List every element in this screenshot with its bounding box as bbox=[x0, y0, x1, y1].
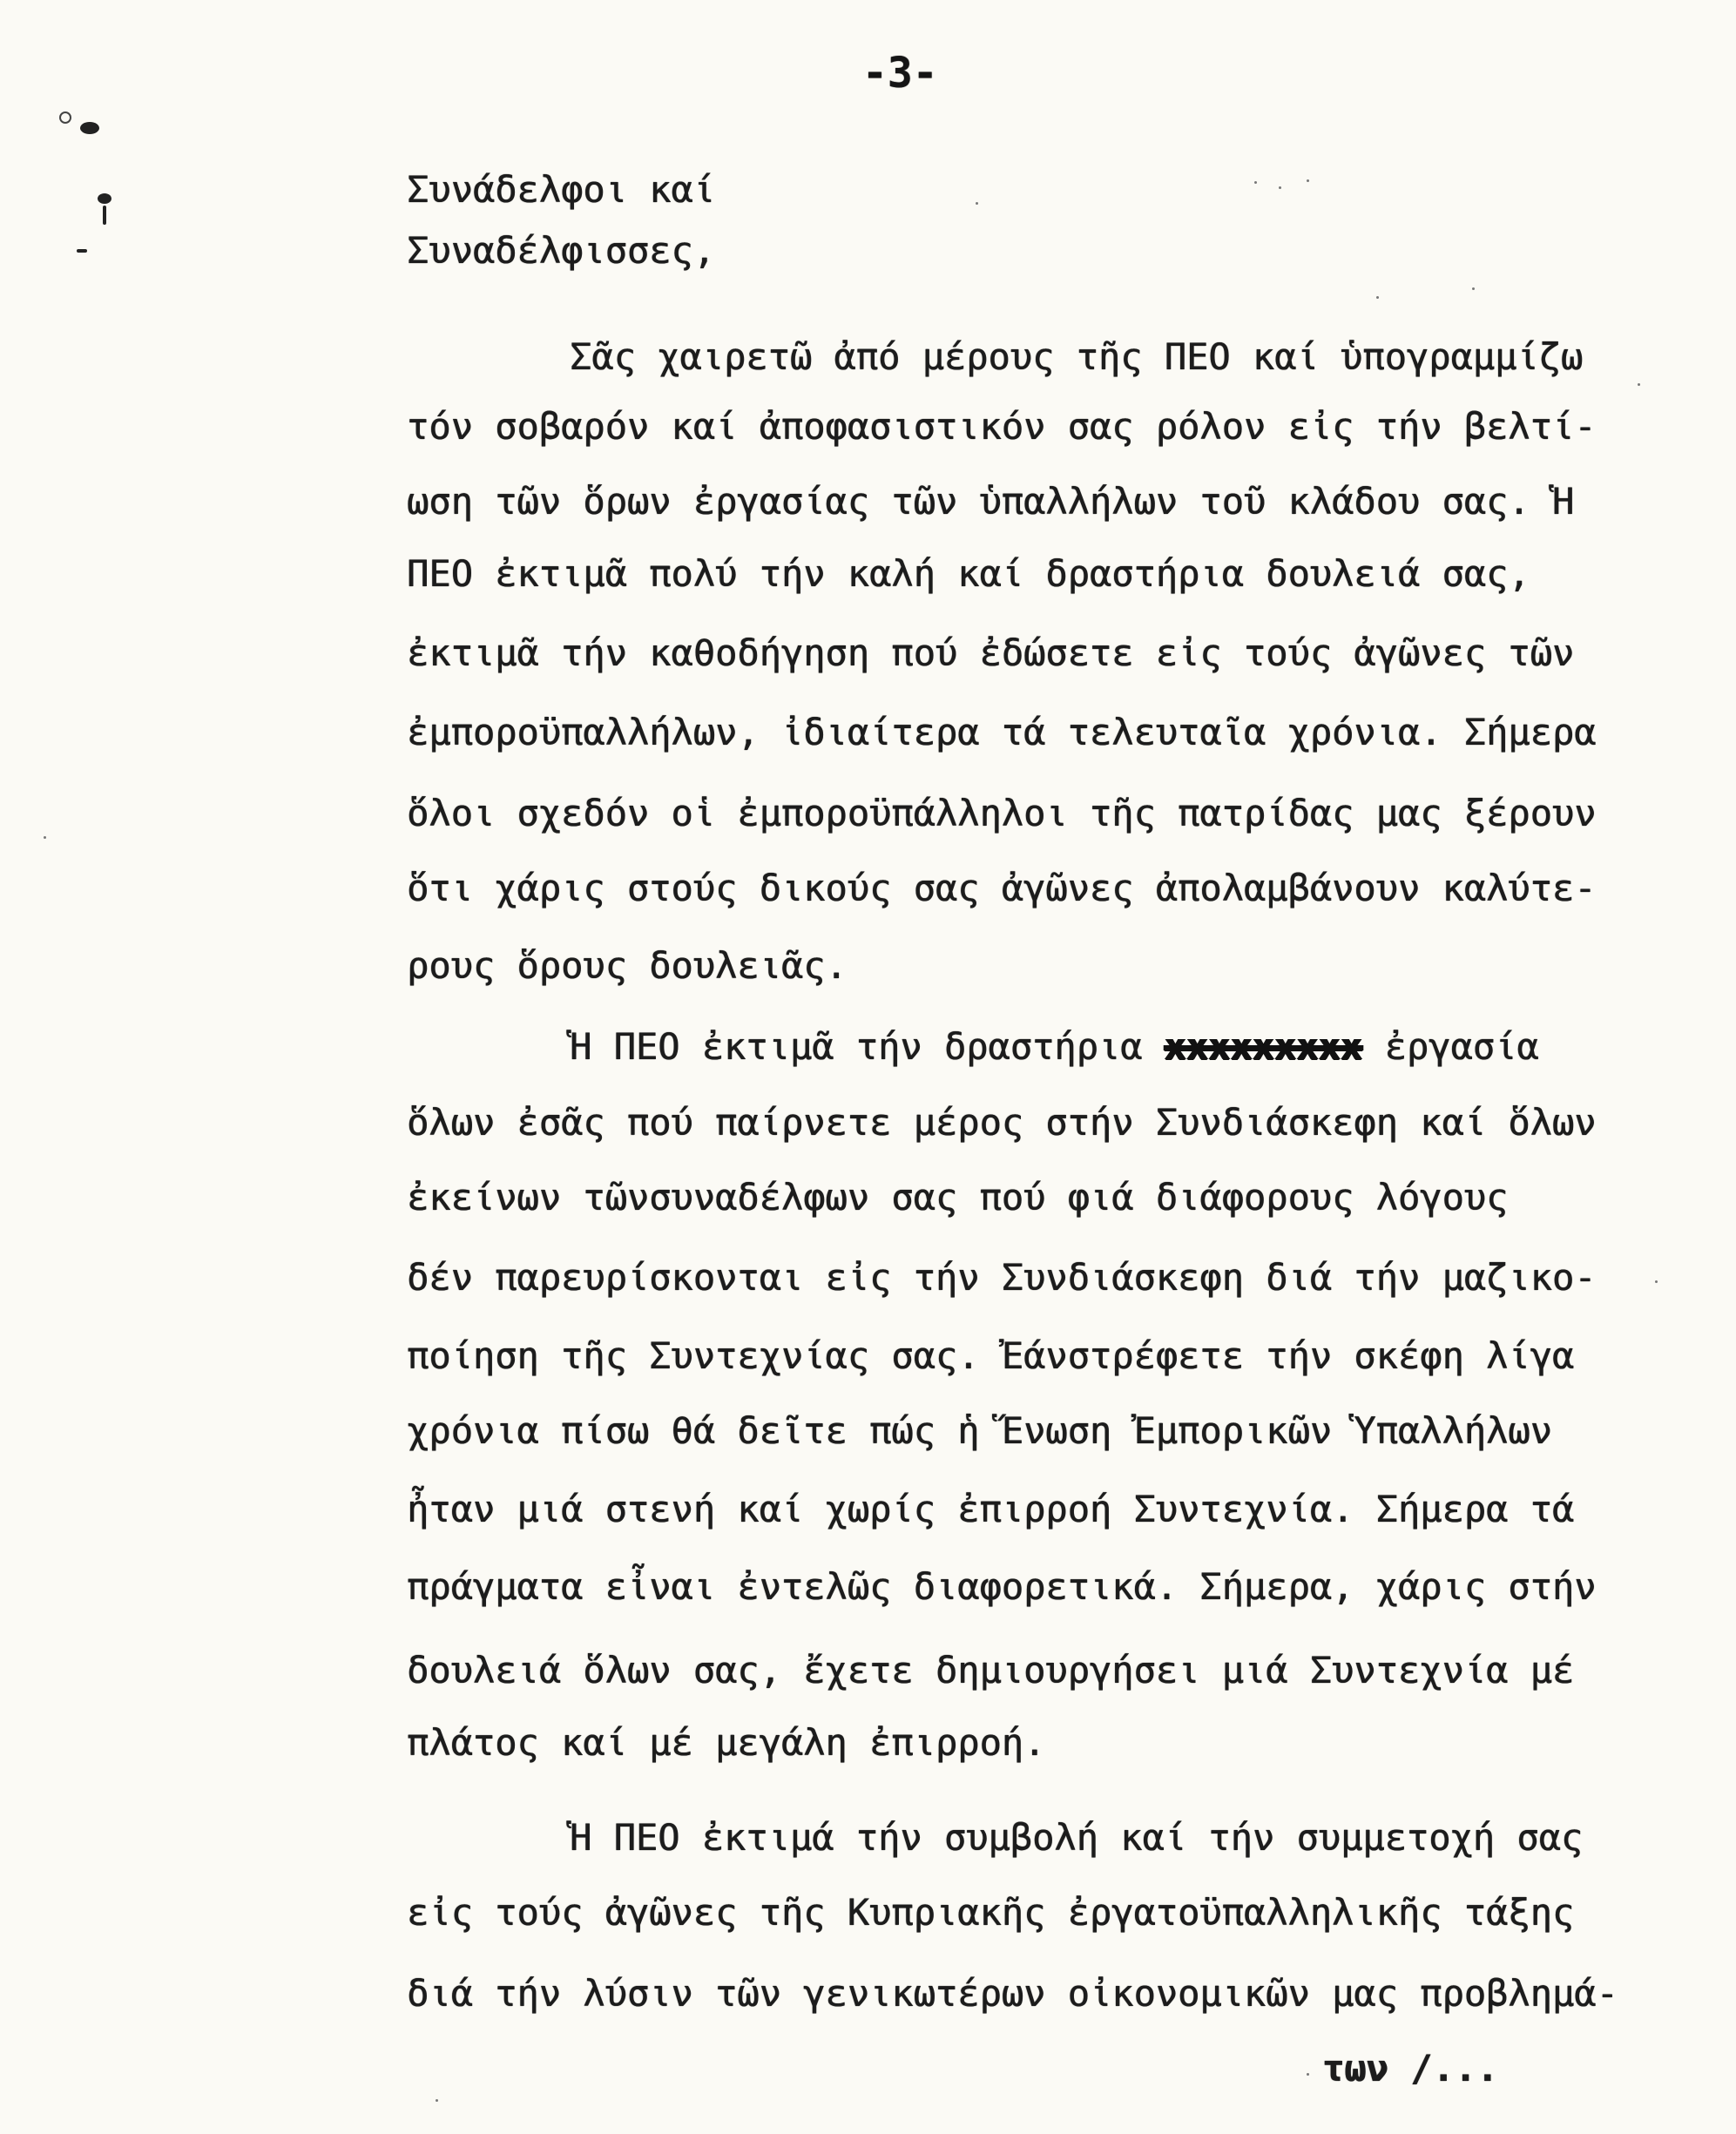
text-line: διά τήν λύσιν τῶν γενικωτέρων οἰκονομικῶν μας προβλημά- bbox=[407, 1972, 1618, 2015]
text-line: ωση τῶν ὅρων ἐργασίας τῶν ὑπαλλήλων τοῦ κλάδου σας. Ἡ bbox=[407, 480, 1575, 523]
paper-speck bbox=[44, 836, 46, 839]
text-line: τόν σοβαρόν καί ἀποφασιστικόν σας ρόλον εἰς τήν βελτί- bbox=[407, 405, 1597, 448]
text-line: ὅτι χάρις στούς δικούς σας ἀγῶνες ἀπολαμβάνουν καλύτε- bbox=[407, 867, 1597, 909]
paper-speck bbox=[1254, 181, 1257, 184]
continuation-marker: των /... bbox=[1322, 2047, 1499, 2090]
text-line: ποίηση τῆς Συντεχνίας σας. Ἐάνστρέφετε τήν σκέφη λίγα bbox=[407, 1334, 1575, 1377]
paper-speck bbox=[1638, 383, 1640, 386]
paper-speck bbox=[1279, 186, 1281, 189]
text-line: ἐμποροϋπαλλήλων, ἰδιαίτερα τά τελευταῖα χρόνια. Σήμερα bbox=[407, 711, 1597, 753]
salutation-line: Συνάδελφοι καί bbox=[407, 168, 716, 211]
text-segment: Ἡ ΠΕΟ ἐκτιμᾶ τήν δραστήρια bbox=[570, 1025, 1165, 1068]
text-line bbox=[570, 1023, 1539, 1071]
text-line: πράγματα εἶναι ἐντελῶς διαφορετικά. Σήμερα, χάρις στήν bbox=[407, 1565, 1597, 1608]
text-line: ἦταν μιά στενή καί χωρίς ἐπιρροή Συντεχνία. Σήμερα τά bbox=[407, 1488, 1575, 1530]
text-segment: ἐργασία bbox=[1362, 1025, 1539, 1068]
text-line: ἐκείνων τῶνσυναδέλφων σας πού φιά διάφορους λόγους bbox=[407, 1176, 1509, 1219]
text-line: ρους ὅρους δουλειᾶς. bbox=[407, 944, 848, 987]
margin-mark bbox=[98, 193, 111, 204]
text-line: χρόνια πίσω θά δεῖτε πώς ἡ Ἕνωση Ἐμπορικῶν Ὑπαλλήλων bbox=[407, 1409, 1552, 1452]
text-line: πλάτος καί μέ μεγάλη ἐπιρροή. bbox=[407, 1721, 1046, 1764]
text-line: ΠΕΟ ἐκτιμᾶ πολύ τήν καλή καί δραστήρια δουλειά σας, bbox=[407, 552, 1530, 595]
paper-speck bbox=[976, 202, 978, 205]
page-number: -3- bbox=[862, 49, 938, 98]
text-line: δέν παρευρίσκονται εἰς τήν Συνδιάσκεφη διά τήν μαζικο- bbox=[407, 1256, 1597, 1299]
text-line: Σᾶς χαιρετῶ ἀπό μέρους τῆς ΠΕΟ καί ὑπογραμμίζω bbox=[570, 335, 1584, 378]
margin-mark bbox=[103, 206, 106, 225]
text-line: ὅλων ἐσᾶς πού παίρνετε μέρος στήν Συνδιάσκεφη καί ὅλων bbox=[407, 1101, 1597, 1144]
text-line: εἰς τούς ἀγῶνες τῆς Κυπριακῆς ἐργατοϋπαλληλικῆς τάξης bbox=[407, 1891, 1575, 1934]
paper-speck bbox=[1307, 2073, 1309, 2076]
salutation-line: Συναδέλφισσες, bbox=[407, 229, 716, 272]
paper-speck bbox=[436, 2099, 438, 2102]
text-line: δουλειά ὅλων σας, ἔχετε δημιουργήσει μιά Συντεχνία μέ bbox=[407, 1649, 1575, 1692]
struck-out-word: xxxxxxxxx bbox=[1164, 1025, 1363, 1068]
margin-mark bbox=[59, 111, 71, 124]
margin-mark bbox=[80, 122, 99, 134]
text-line: ὅλοι σχεδόν οἱ ἐμποροϋπάλληλοι τῆς πατρίδας μας ξέρουν bbox=[407, 792, 1597, 834]
text-line: Ἡ ΠΕΟ ἐκτιμά τήν συμβολή καί τήν συμμετοχή σας bbox=[570, 1816, 1584, 1859]
margin-mark bbox=[77, 249, 87, 253]
paper-speck bbox=[1376, 296, 1379, 299]
paper-speck bbox=[1307, 179, 1309, 182]
paper-speck bbox=[1655, 1280, 1658, 1283]
text-line: ἐκτιμᾶ τήν καθοδήγηση πού ἐδώσετε εἰς τούς ἀγῶνες τῶν bbox=[407, 631, 1575, 674]
paper-speck bbox=[1472, 287, 1475, 290]
